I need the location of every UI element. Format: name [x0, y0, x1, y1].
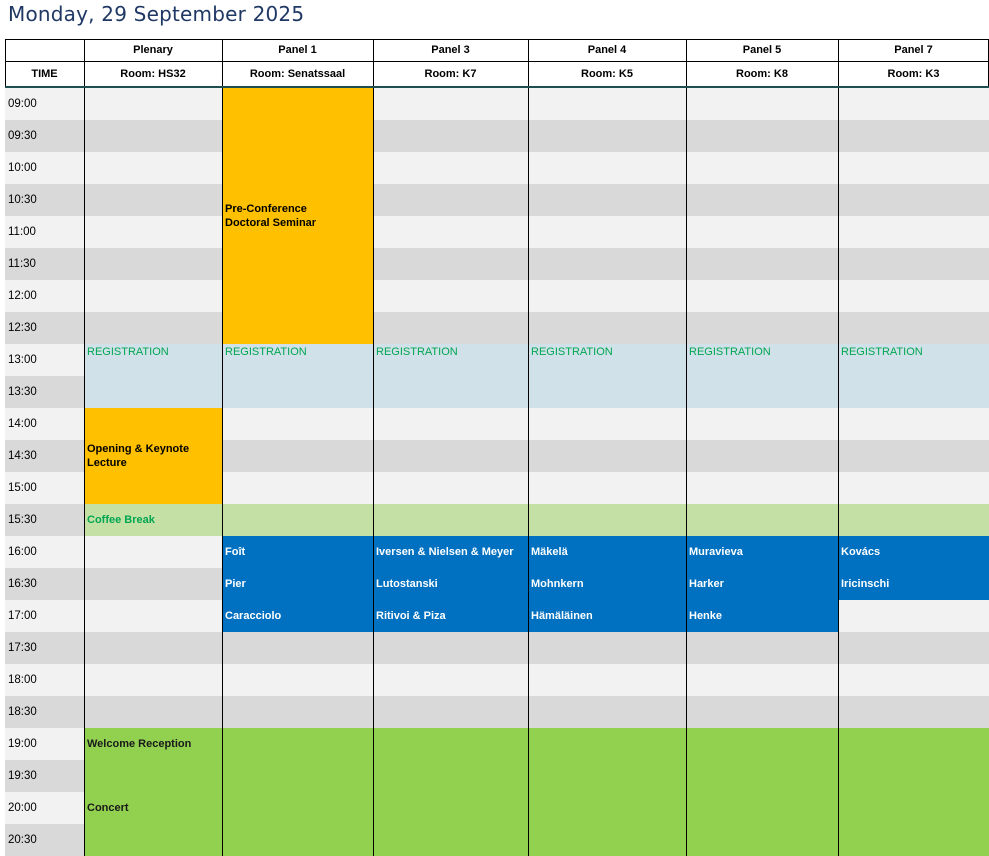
column-divider	[373, 39, 374, 87]
row-stripe	[5, 216, 989, 248]
event-title-line: REGISTRATION	[689, 346, 771, 358]
talk-slot[interactable]: Ritivoi & Piza	[373, 600, 528, 632]
row-stripe	[5, 248, 989, 280]
panel-header-room: Room: K7	[424, 68, 477, 80]
talk-slot[interactable]: Kovács	[838, 536, 989, 568]
event-title-line: REGISTRATION	[376, 346, 458, 358]
column-divider	[686, 39, 687, 87]
talk-slot[interactable]: Harker	[686, 568, 838, 600]
panel-header-name[interactable]: Panel 4	[587, 44, 627, 56]
time-label: 12:30	[8, 322, 37, 334]
page-title: Monday, 29 September 2025	[8, 2, 305, 26]
time-label: 16:00	[8, 546, 37, 558]
time-label: 09:30	[8, 130, 37, 142]
row-divider	[5, 61, 989, 62]
row-stripe	[5, 88, 989, 120]
talk-slot[interactable]: Foît	[222, 536, 373, 568]
time-label: 11:30	[8, 258, 36, 270]
talk-slot[interactable]: Mohnkern	[528, 568, 686, 600]
talk-slot[interactable]: Mäkelä	[528, 536, 686, 568]
row-stripe	[5, 280, 989, 312]
column-divider	[838, 88, 839, 856]
time-label: 09:00	[8, 98, 37, 110]
event-title-line: Opening & Keynote	[87, 443, 190, 455]
registration-block[interactable]	[373, 344, 528, 408]
registration-block[interactable]	[838, 344, 989, 408]
event-title-line: Lecture	[87, 457, 127, 469]
time-label: 14:30	[8, 450, 37, 462]
time-label: 10:30	[8, 194, 37, 206]
event-block[interactable]	[222, 88, 373, 344]
panel-header-name[interactable]: Panel 1	[278, 44, 317, 56]
talk-slot[interactable]: Pier	[222, 568, 373, 600]
panel-header-name[interactable]: Plenary	[133, 44, 173, 56]
talk-slot[interactable]: Hämäläinen	[528, 600, 686, 632]
talk-slot[interactable]: Henke	[686, 600, 838, 632]
column-divider	[5, 39, 6, 87]
event-title-line: REGISTRATION	[531, 346, 613, 358]
row-divider	[5, 39, 989, 40]
event-title-line: Pre-Conference	[225, 203, 307, 215]
event-title-line: Doctoral Seminar	[225, 217, 317, 229]
row-stripe	[5, 664, 989, 696]
column-divider	[84, 88, 85, 856]
panel-header-room: Room: K3	[887, 68, 940, 80]
registration-block[interactable]	[528, 344, 686, 408]
talk-slot[interactable]: Caracciolo	[222, 600, 373, 632]
panel-header-room: Room: HS32	[120, 68, 186, 80]
talk-slot[interactable]: Muravieva	[686, 536, 838, 568]
event-title-line: REGISTRATION	[225, 346, 307, 358]
panel-header-room: Room: K5	[581, 68, 633, 80]
row-stripe	[5, 632, 989, 664]
time-label: 16:30	[8, 578, 37, 590]
row-stripe	[5, 696, 989, 728]
row-divider	[5, 86, 989, 88]
row-stripe	[5, 312, 989, 344]
talk-slot[interactable]: Lutostanski	[373, 568, 528, 600]
time-label: 12:00	[8, 290, 37, 302]
time-label: 20:30	[8, 834, 37, 846]
time-label: 10:00	[8, 162, 37, 174]
time-label: 19:00	[8, 738, 37, 750]
panel-header-name[interactable]: Panel 7	[894, 44, 933, 56]
row-stripe	[5, 184, 989, 216]
event-block[interactable]	[84, 408, 222, 504]
column-divider	[838, 39, 839, 87]
time-label: 17:30	[8, 642, 37, 654]
panel-header-name[interactable]: Panel 5	[742, 44, 782, 56]
time-label: 13:30	[8, 386, 37, 398]
evening-event-label[interactable]: Welcome Reception	[87, 738, 192, 750]
registration-block[interactable]	[686, 344, 838, 408]
column-divider	[222, 88, 223, 856]
time-label: 11:00	[8, 226, 36, 238]
column-divider	[84, 39, 85, 87]
time-label: 20:00	[8, 802, 37, 814]
column-divider	[528, 88, 529, 856]
time-label: 14:00	[8, 418, 37, 430]
time-label: 15:00	[8, 482, 37, 494]
talk-slot[interactable]: Iversen & Nielsen & Meyer	[373, 536, 528, 568]
panel-header-name[interactable]: Panel 3	[431, 44, 470, 56]
event-title-line: REGISTRATION	[841, 346, 923, 358]
row-stripe	[5, 120, 989, 152]
registration-block[interactable]	[222, 344, 373, 408]
time-label: 19:30	[8, 770, 37, 782]
time-column-header: TIME	[31, 68, 58, 80]
panel-header-room: Room: Senatssaal	[249, 68, 346, 80]
time-label: 15:30	[8, 514, 37, 526]
panel-header-room: Room: K8	[736, 68, 788, 80]
row-stripe	[5, 152, 989, 184]
column-divider	[373, 88, 374, 856]
time-label: 17:00	[8, 610, 37, 622]
time-label: 13:00	[8, 354, 37, 366]
column-divider	[686, 88, 687, 856]
time-label: 18:30	[8, 706, 37, 718]
column-divider	[528, 39, 529, 87]
talk-slot[interactable]: Iricinschi	[838, 568, 989, 600]
column-divider	[222, 39, 223, 87]
registration-block[interactable]	[84, 344, 222, 408]
evening-event-label[interactable]: Concert	[87, 802, 129, 814]
time-label: 18:00	[8, 674, 37, 686]
event-title-line: REGISTRATION	[87, 346, 169, 358]
coffee-break-block[interactable]: Coffee Break	[84, 504, 989, 536]
